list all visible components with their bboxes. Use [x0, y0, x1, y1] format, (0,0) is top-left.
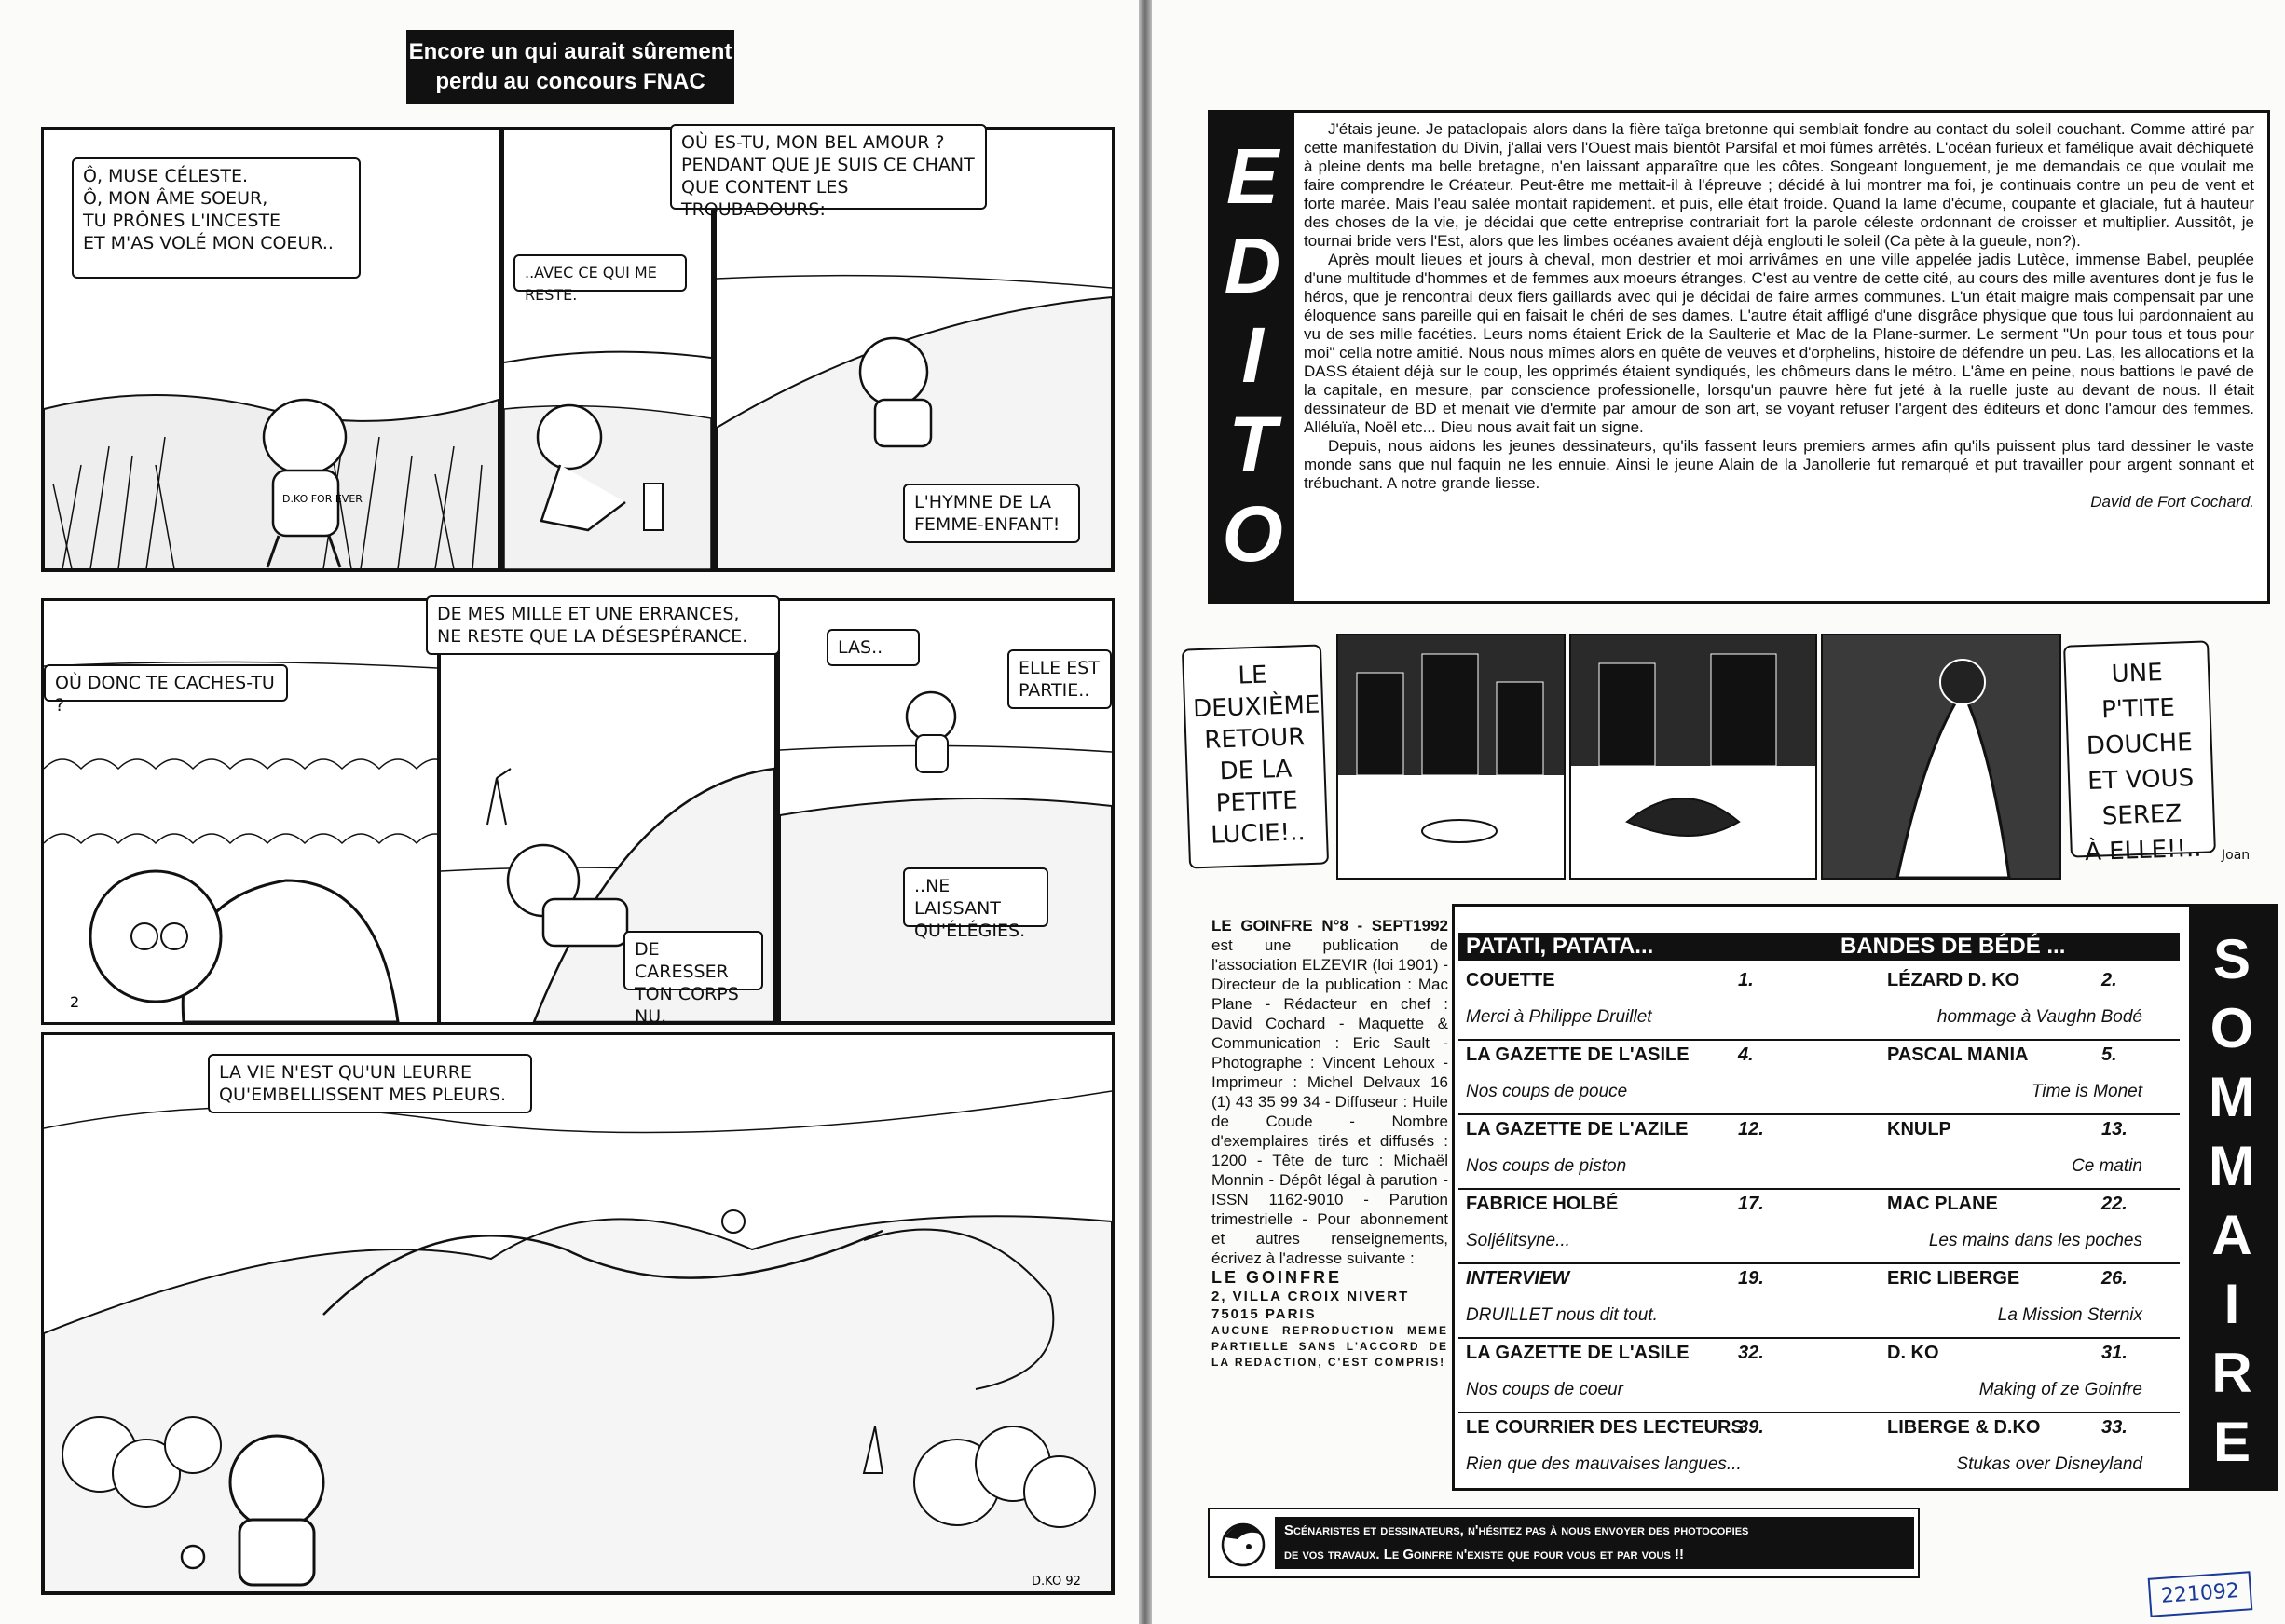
- page-gutter: [1139, 0, 1152, 1624]
- sommaire-page-right: 33.: [2101, 1417, 2128, 1438]
- sommaire-title-right: D. KO: [1887, 1343, 1939, 1363]
- bubble-caresser: DE CARESSER TON CORPS NU.: [623, 931, 763, 990]
- edito-letter: E: [1225, 132, 1279, 220]
- bubble-las: LAS..: [827, 629, 920, 666]
- sommaire-row: [1458, 1113, 2180, 1190]
- sommaire-box: [1452, 904, 2278, 1491]
- fnac-banner: [406, 30, 734, 104]
- sommaire-row: [1458, 1039, 2180, 1115]
- sommaire-page-right: 13.: [2101, 1119, 2128, 1140]
- strip-panel-1-art: [1338, 635, 1564, 878]
- sommaire-letter: S: [2212, 928, 2251, 990]
- sommaire-page-left: 12.: [1738, 1119, 1764, 1140]
- banner-line-2: perdu au concours FNAC: [435, 69, 705, 94]
- strip-panel-1: [1336, 634, 1566, 880]
- colophon-address-1: 2, VILLA CROIX NIVERT: [1211, 1289, 1410, 1304]
- sommaire-page-right: 5.: [2101, 1044, 2117, 1065]
- bubble-ou-donc: OÙ DONC TE CACHES-TU ?: [44, 664, 288, 702]
- sommaire-title-left: INTERVIEW: [1466, 1268, 1570, 1289]
- sommaire-title-right: LÉZARD D. KO: [1887, 970, 2020, 990]
- sommaire-header-right: BANDES DE BÉDÉ ...: [1840, 934, 2066, 959]
- bubble-elegies: ..NE LAISSANT QU'ÉLÉGIES.: [903, 867, 1048, 927]
- shirt-text: D.KO FOR EVER: [282, 493, 363, 505]
- sommaire-subtitle-right: Time is Monet: [2031, 1082, 2142, 1101]
- cartoon-face-icon: [1211, 1511, 1273, 1575]
- sommaire-subtitle-right: La Mission Sternix: [1997, 1305, 2142, 1325]
- sommaire-subtitle-left: Nos coups de piston: [1466, 1156, 1627, 1176]
- sommaire-page-left: 39.: [1738, 1417, 1764, 1438]
- page-number: 2: [70, 993, 80, 1011]
- edito-paragraph: Après moult lieues et jours à cheval, mon destrier et moi arrivâmes en une ville appelée jadis Lutèce, immense Babel, peuplée d'une multitude d'hommes et de femmes aux moeurs étranges. C'est au ventre de cette cité, au cours des mille aventures dont je fus le héros, que je rencontrai deux fiers gaillards avec qui je décidai de faire armes communes. L'un était maigre mais compensait par une éloquence sans pareille qui en faisait le chéri de ses dames. L'autre était affligé d'une disgrâce physique que tous lui pardonnaient au vu de ses mille facéties. Leurs noms étaient Erick de la Saulterie et Mac de la Plane-surmer. Le serment "Un pour tous et tous pour moi" cella notre amitié. Nous nous mîmes alors en quête de veuves et d'orphelins, histoire de défendre un peu. Las, les allocations et la DASS étaient déjà sur le coup, les opprimés étaient syndiqués, les chômeurs dans le métro. L'âme en peine, nous battions le pavé de la capitale, en mesure, par conscience professionelle, lorsqu'un pauvre hère fut jeté à la ruelle juste au devant de nous. Il était dessinateur de BD et menait vie d'ermite par amour de son art, se voyant refuser l'argent des éditeurs et donc l'amour des femmes. Alléluïa, Noël etc... Dieu nous avait fait un signe.: [1304, 251, 2254, 436]
- comic-signature: D.KO 92: [1032, 1575, 1081, 1589]
- sommaire-row: [1458, 1188, 2180, 1264]
- sommaire-page-left: 4.: [1738, 1044, 1754, 1065]
- sommaire-row: [1458, 1262, 2180, 1339]
- sommaire-subtitle-left: Nos coups de pouce: [1466, 1082, 1628, 1101]
- sommaire-letter: M: [2209, 1066, 2255, 1128]
- sommaire-row: [1458, 964, 2180, 1041]
- sommaire-letter: I: [2223, 1273, 2240, 1335]
- sommaire-title-left: LA GAZETTE DE L'AZILE: [1466, 1119, 1689, 1140]
- sommaire-subtitle-left: Nos coups de coeur: [1466, 1380, 1623, 1399]
- sommaire-page-left: 17.: [1738, 1194, 1764, 1214]
- footer-line-2: de vos travaux. Le Goinfre n'existe que pour vous et par vous !!: [1284, 1547, 1685, 1563]
- colophon-name: LE GOINFRE: [1211, 1268, 1343, 1287]
- sommaire-page-left: 32.: [1738, 1343, 1764, 1363]
- issue-line: LE GOINFRE N°8 - SEPT1992: [1211, 917, 1448, 935]
- edito-text: [1304, 120, 2254, 512]
- panel-7-art: [44, 1035, 1112, 1592]
- edito-paragraph: J'étais jeune. Je pataclopais alors dans la fière taïga bretonne qui semblait fondre au contact du soleil couchant. Comme attiré par cette manifestation du Divin, j'allai vers l'Ouest mais bientôt Parsifal et moi fûmes arrêtés. L'océan furieux et famélique avait déchiqueté à pleine dents ma belle bretagne, n'en laissant apparaître que les côtes. Songeant longuement, je me demandais ce que voulait me faire comprendre le Créateur. Peut-être me mettait-il à l'épreuve ; décidé à lui montrer ma foi, je continuais contre un peu de vent et forte marée. Mais l'eau salée montait rapidement. et puis, elle était froide. Quand la lame d'écume, coupante et glaciale, fut à hauteur des choses de la vie, je décidai que cette entreprise contrariait fort la parole céleste ordonnant de croisser et multiplier. Aussitôt, je tournai bride vers l'Est, alors que les limbes océanes avaient déjà englouti le soleil (Ca pète à la gueule, non?).: [1304, 120, 2254, 250]
- sommaire-subtitle-right: Les mains dans les poches: [1928, 1231, 2142, 1250]
- sommaire-title-right: KNULP: [1887, 1119, 1951, 1140]
- colophon-notice: AUCUNE REPRODUCTION MEME PARTIELLE SANS L'ACCORD DE LA REDACTION, C'EST COMPRIS!: [1211, 1324, 1448, 1369]
- sommaire-title-left: LA GAZETTE DE L'ASILE: [1466, 1343, 1690, 1363]
- sommaire-title-right: PASCAL MANIA: [1887, 1044, 2029, 1065]
- edito-letter: I: [1241, 311, 1264, 399]
- strip-signature: Joan: [2222, 848, 2251, 863]
- sommaire-subtitle-right: hommage à Vaughn Bodé: [1936, 1007, 2142, 1027]
- comic-panel-1: [41, 127, 501, 572]
- comic-panel-6: [777, 598, 1115, 1025]
- colophon-body: est une publication de l'association ELZEVIR (loi 1901) - Directeur de la publication : Mac Plane - Rédacteur en chef : David Cochard - Maquette & Communication : Eric Sault - Photographe : Vincent Lehoux - Imprimeur : Michel Delvaux 16 (1) 43 35 99 34 - Diffuseur : Huile de Coude - Nombre d'exemplaires tirés et diffusés : 1200 - Tête de turc : Michaël Monnin - Dépôt légal à parution - ISSN 1162-9010 - Parution trimestrielle - Pour abonnement et autres renseignements, écrivez à l'adresse suivante :: [1211, 936, 1448, 1267]
- sommaire-subtitle-right: Making of ze Goinfre: [1978, 1380, 2142, 1399]
- edito-paragraph: Depuis, nous aidons les jeunes dessinateurs, qu'ils fassent leurs premiers armes afin qu'ils puissent plus tard dessiner le vaste monde sans que nul faquin ne les ennuie. Ainsi le jeune Alain de la Janollerie fut remarqué et put travailler pour argent sonnant et trébuchant. A notre grande liesse.: [1304, 437, 2254, 492]
- sommaire-subtitle-left: Soljélitsyne...: [1466, 1231, 1570, 1250]
- footer-line-1: Scénaristes et dessinateurs, n'hésitez pas à nous envoyer des photocopies: [1284, 1522, 1749, 1538]
- strip-panel-3-art: [1823, 635, 2059, 878]
- comic-panel-3: [681, 127, 1115, 572]
- edito-side-bar: [1211, 113, 1294, 601]
- edito-letter: D: [1224, 222, 1281, 309]
- comic-panel-7: [41, 1032, 1115, 1595]
- bubble-errances: DE MES MILLE ET UNE ERRANCES, NE RESTE QUE LA DÉSESPÉRANCE.: [426, 595, 780, 655]
- strip-panel-2: [1569, 634, 1817, 880]
- sommaire-page-right: 31.: [2101, 1343, 2128, 1363]
- colophon: [1211, 916, 1448, 1371]
- sommaire-letter: M: [2209, 1135, 2255, 1197]
- bubble-leurre: LA VIE N'EST QU'UN LEURRE QU'EMBELLISSENT MES PLEURS.: [208, 1054, 532, 1113]
- bubble-reste: ..AVEC CE QUI ME RESTE.: [513, 254, 687, 292]
- sommaire-title-left: COUETTE: [1466, 970, 1555, 990]
- bubble-bel-amour: OÙ ES-TU, MON BEL AMOUR ? PENDANT QUE JE SUIS CE CHANT QUE CONTENT LES TROUBADOURS:: [670, 124, 987, 210]
- colophon-address-2: 75015 PARIS: [1211, 1306, 1317, 1322]
- sommaire-title-left: LA GAZETTE DE L'ASILE: [1466, 1044, 1690, 1065]
- strip-bubble-left: LE DEUXIÈME RETOUR DE LA PETITE LUCIE!..: [1182, 644, 1329, 868]
- bubble-partie: ELLE EST PARTIE..: [1007, 649, 1112, 709]
- sommaire-subtitle-right: Ce matin: [2071, 1156, 2142, 1176]
- sommaire-letter: R: [2211, 1342, 2252, 1404]
- sommaire-letter: A: [2211, 1204, 2252, 1266]
- comic-panel-4: [41, 598, 440, 1025]
- sommaire-page-right: 26.: [2101, 1268, 2128, 1289]
- strip-bubble-right: UNE P'TITE DOUCHE ET VOUS SEREZ À ELLE!!..: [2063, 640, 2216, 857]
- edito-signature: David de Fort Cochard.: [2090, 493, 2254, 511]
- date-stamp: 221092: [2148, 1571, 2253, 1617]
- sommaire-letter: E: [2212, 1411, 2251, 1473]
- comic-panel-5: [438, 598, 777, 1025]
- sommaire-side-bar: [2189, 907, 2275, 1488]
- footer-message: [1275, 1517, 1914, 1569]
- sommaire-letter: O: [2210, 997, 2254, 1059]
- strip-panel-3: [1821, 634, 2061, 880]
- sommaire-page-right: 2.: [2101, 970, 2117, 990]
- bubble-hymne: L'HYMNE DE LA FEMME-ENFANT!: [903, 484, 1080, 543]
- sommaire-subtitle-right: Stukas over Disneyland: [1956, 1454, 2142, 1474]
- right-page: [1152, 0, 2285, 1624]
- sommaire-row: [1458, 1337, 2180, 1413]
- sommaire-page-left: 1.: [1738, 970, 1754, 990]
- sommaire-title-right: ERIC LIBERGE: [1887, 1268, 2020, 1289]
- edito-letter: T: [1228, 401, 1277, 488]
- footer-box: [1208, 1508, 1920, 1578]
- sommaire-title-left: FABRICE HOLBÉ: [1466, 1194, 1619, 1214]
- edito-box: [1208, 110, 2270, 604]
- sommaire-title-right: LIBERGE & D.KO: [1887, 1417, 2041, 1438]
- strip-panel-2-art: [1571, 635, 1815, 878]
- sommaire-page-right: 22.: [2101, 1194, 2128, 1214]
- sommaire-subtitle-left: Rien que des mauvaises langues...: [1466, 1454, 1742, 1474]
- sommaire-row: [1458, 1412, 2180, 1486]
- sommaire-page-left: 19.: [1738, 1268, 1764, 1289]
- comic-strip: [1185, 634, 2266, 876]
- sommaire-subtitle-left: DRUILLET nous dit tout.: [1466, 1305, 1658, 1325]
- edito-letter: O: [1222, 490, 1283, 578]
- banner-line-1: Encore un qui aurait sûrement: [408, 39, 732, 64]
- sommaire-header: [1458, 933, 2180, 961]
- left-page: [0, 0, 1139, 1624]
- sommaire-title-left: LE COURRIER DES LECTEURS: [1466, 1417, 1744, 1438]
- sommaire-header-left: PATATI, PATATA...: [1466, 934, 1654, 959]
- bubble-muse: Ô, MUSE CÉLESTE. Ô, MON ÂME SOEUR, TU PRÔNES L'INCESTE ET M'AS VOLÉ MON COEUR..: [72, 157, 361, 279]
- sommaire-subtitle-left: Merci à Philippe Druillet: [1466, 1007, 1652, 1027]
- sommaire-title-right: MAC PLANE: [1887, 1194, 1998, 1214]
